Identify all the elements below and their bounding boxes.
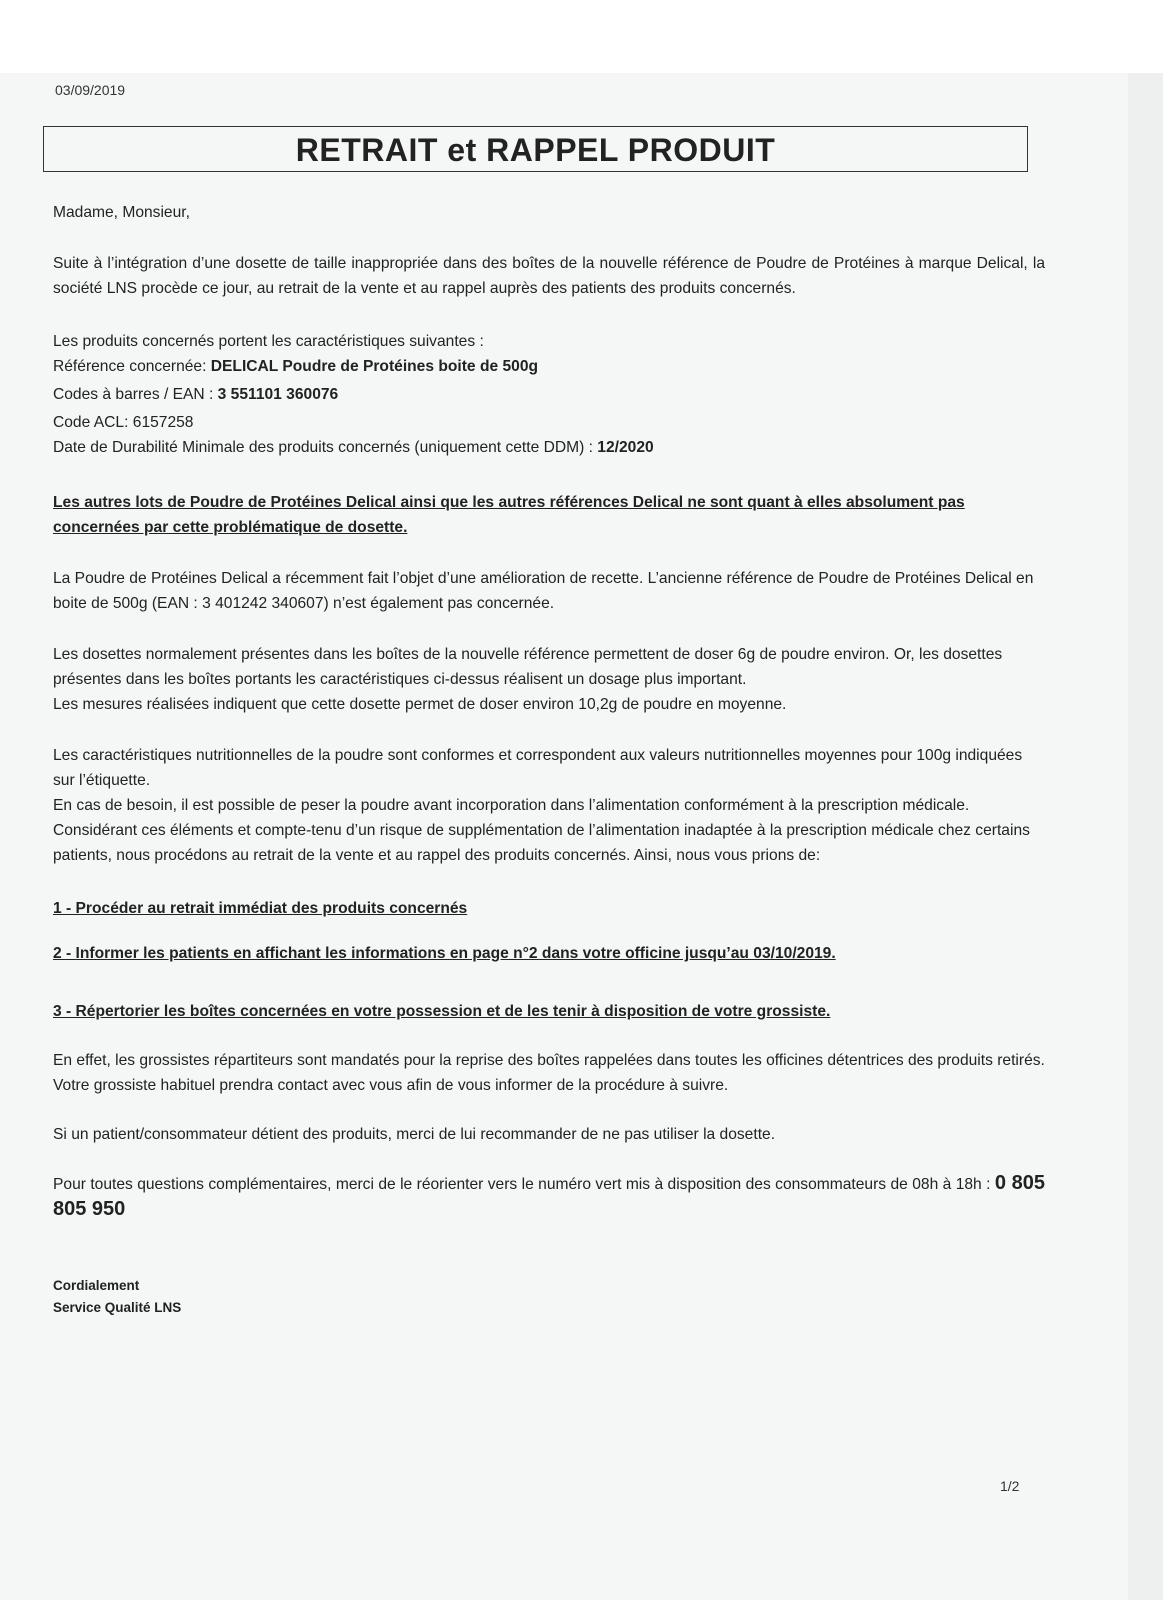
title-box [43,126,1028,172]
ean-value: 3 551101 360076 [217,386,339,403]
characteristics-block [53,329,1045,460]
considering-paragraph: Considérant ces éléments et compte-tenu d’un risque de supplémentation de l’alimentation inadaptée à la prescription médicale chez certains patients, nous procédons au retrait de la vente et au rappel des produits concernés. Ainsi, nous vous prions de: [53,822,1030,864]
intro-paragraph: Suite à l’intégration d’une dosette de taille inappropriée dans des boîtes de la nouvelle référence de Poudre de Protéines à marque Delical, la société LNS procède ce jour, au retrait de la vente et au rappel auprès des patients des produits concernés. [53,255,1045,297]
reference-value: DELICAL Poudre de Protéines boite de 500g [210,358,539,375]
weigh-paragraph: En cas de besoin, il est possible de peser la poudre avant incorporation dans l’alimentation conformément à la prescription médicale. [53,797,970,814]
wholesalers-paragraph: En effet, les grossistes répartiteurs sont mandatés pour la reprise des boîtes rappelées dans toutes les officines détentrices des produits retirés. [53,1052,1045,1069]
ddm-value: 12/2020 [597,439,654,456]
characteristics-heading: Les produits concernés portent les caractéristiques suivantes : [53,333,484,350]
nutrition-paragraph: Les caractéristiques nutritionnelles de la poudre sont conformes et correspondent aux valeurs nutritionnelles moyennes pour 100g indiquées sur l’étiquette. [53,747,1023,789]
phone-number: 0 805 805 950 [53,1172,1045,1220]
questions-text: Pour toutes questions complémentaires, merci de le réorienter vers le numéro vert mis à disposition des consommateurs de 08h à 18h : [53,1176,995,1193]
other-lots-part1: Les autres lots de Poudre de Protéines Delical ainsi que les autres références Delical [53,494,684,511]
reference-label: Référence concernée: [53,358,211,375]
action-item-2: 2 - Informer les patients en affichant les informations en page n°2 dans votre officine jusqu’au 03/10/2019. [53,945,836,962]
ddm-label: Date de Durabilité Minimale des produits concernés (uniquement cette DDM) : [53,439,598,456]
other-lots-notice [53,490,1045,540]
action-item-3: 3 - Répertorier les boîtes concernées en votre possession et de les tenir à disposition de votre grossiste. [53,1003,831,1020]
page-title: RETRAIT et RAPPEL PRODUIT [295,132,776,168]
ddm-line [53,435,1045,460]
questions-paragraph [53,1171,1045,1223]
acl-label: Code ACL: [53,414,133,431]
reference-line [53,354,1045,379]
scan-edge [1128,73,1163,1600]
salutation: Madame, Monsieur, [53,204,190,221]
letter-date: 03/09/2019 [55,82,126,98]
acl-value: 6157258 [132,414,194,431]
other-lots-part2: ne sont quant à elles absolument pas concernées par cette problématique de dosette. [53,494,965,536]
patient-paragraph: Si un patient/consommateur détient des produits, merci de lui recommander de ne pas utiliser la dosette. [53,1126,776,1143]
dosette-paragraph: Les dosettes normalement présentes dans les boîtes de la nouvelle référence permettent de doser 6g de poudre environ. Or, les dosettes présentes dans les boîtes portants les caractéristiques ci-dessus réalisent un dosage plus important. [53,646,1003,688]
page-number: 1/2 [1000,1478,1020,1494]
ean-line [53,382,1045,407]
measures-paragraph: Les mesures réalisées indiquent que cette dosette permet de doser environ 10,2g de poudre en moyenne. [53,696,787,713]
action-item-1: 1 - Procéder au retrait immédiat des produits concernés [53,900,468,917]
contact-paragraph: Votre grossiste habituel prendra contact avec vous afin de vous informer de la procédure à suivre. [53,1077,729,1094]
ean-label: Codes à barres / EAN : [53,386,218,403]
old-reference-paragraph: La Poudre de Protéines Delical a récemment fait l’objet d’une amélioration de recette. L’ancienne référence de Poudre de Protéines Delical en boite de 500g (EAN : 3 401242 340607) n’est également pas concernée. [53,570,1034,612]
acl-line [53,410,1045,435]
letter-body [53,200,1045,1319]
closing: Cordialement [53,1278,140,1293]
signature: Service Qualité LNS [53,1300,182,1315]
